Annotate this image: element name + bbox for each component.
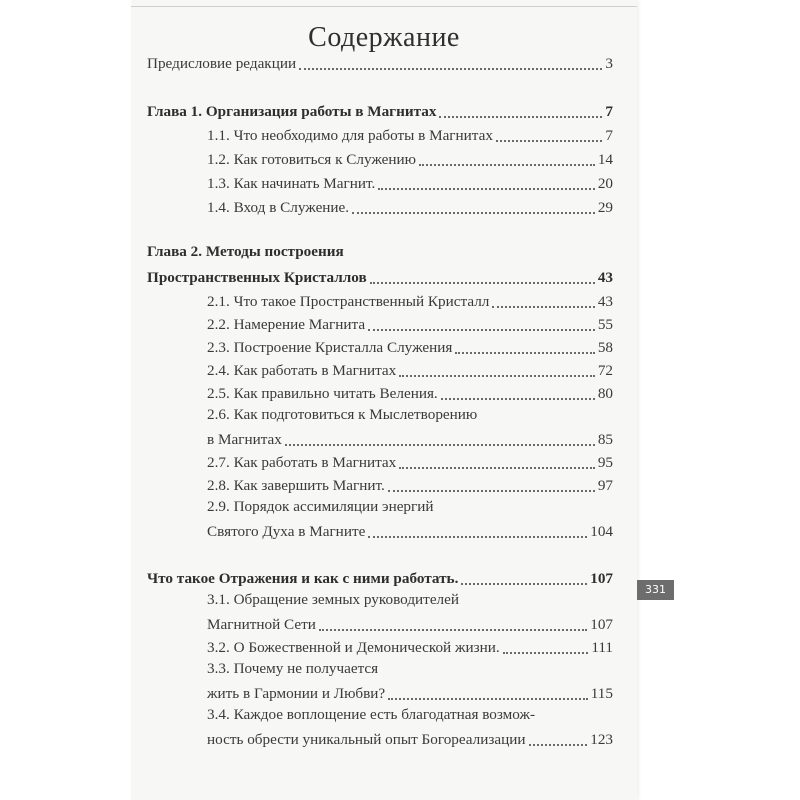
toc-entry-page: 20 (597, 175, 613, 192)
toc-entry (207, 382, 613, 404)
toc-entry-page: 104 (590, 523, 613, 540)
dot-leader (319, 629, 587, 631)
toc-entry-page: 29 (597, 199, 613, 216)
toc-entry (207, 148, 613, 170)
toc-entry-text: 2.3. Построение Кристалла Служения (207, 339, 453, 356)
toc-entry (207, 636, 613, 658)
toc-entry-text: в Магнитах (207, 431, 282, 448)
toc-entry-text: 3.1. Обращение земных руководителей (207, 591, 460, 608)
toc-entry (207, 124, 613, 146)
toc-entry-text: Святого Духа в Магните (207, 523, 366, 540)
toc-entry-text: 3.3. Почему не получается (207, 660, 379, 677)
toc-entry-text: Глава 1. Организация работы в Магнитах (147, 103, 437, 120)
toc-entry-text: 2.5. Как правильно читать Веления. (207, 385, 438, 402)
toc-entry-page: 107 (590, 616, 613, 633)
page-top-rule (131, 6, 637, 7)
toc-entry-line1 (207, 590, 613, 612)
toc-entry (207, 728, 613, 750)
toc-entry-text: 2.4. Как работать в Магнитах (207, 362, 397, 379)
toc-entry (207, 172, 613, 194)
dot-leader (492, 306, 594, 308)
dot-leader (370, 282, 595, 284)
dot-leader (441, 398, 595, 400)
dot-leader (399, 467, 595, 469)
toc-entry-text: Глава 2. Методы построения (147, 243, 344, 260)
toc-entry-text: 2.7. Как работать в Магнитах (207, 454, 397, 471)
dot-leader (352, 212, 595, 214)
book-page (131, 0, 637, 800)
toc-entry (207, 613, 613, 635)
toc-entry-page: 7 (605, 127, 613, 144)
toc-entry-text: Предисловие редакции (147, 55, 297, 72)
toc-entry (207, 474, 613, 496)
toc-entry-preface (147, 52, 613, 74)
dot-leader (388, 698, 588, 700)
toc-entry-page: 55 (597, 316, 613, 333)
toc-entry-text: 2.6. Как подготовиться к Мыслетворению (207, 406, 478, 423)
toc-entry-page: 111 (591, 639, 613, 656)
toc-entry-text: 1.4. Вход в Служение. (207, 199, 350, 216)
dot-leader (455, 352, 594, 354)
toc-entry (207, 336, 613, 358)
toc-entry-line1 (207, 497, 613, 519)
toc-entry (207, 428, 613, 450)
dot-leader (388, 490, 595, 492)
toc-entry-page: 115 (590, 685, 613, 702)
toc-entry-page: 80 (597, 385, 613, 402)
toc-entry (207, 196, 613, 218)
toc-entry-text: Что такое Отражения и как с ними работать. (147, 570, 459, 587)
toc-entry-text: Пространственных Кристаллов (147, 269, 367, 286)
toc-entry-line1 (207, 659, 613, 681)
dot-leader (439, 116, 602, 118)
toc-entry-text: жить в Гармонии и Любви? (207, 685, 386, 702)
toc-entry-line1 (207, 705, 613, 727)
toc-entry-text: 2.8. Как завершить Магнит. (207, 477, 385, 494)
dot-leader (285, 444, 595, 446)
toc-entry-page: 95 (597, 454, 613, 471)
toc-entry-text: 2.9. Порядок ассимиляции энергий (207, 498, 434, 515)
toc-chapter-3 (147, 567, 613, 589)
toc-entry-page: 7 (605, 103, 613, 120)
toc-entry-text: 2.1. Что такое Пространственный Кристалл (207, 293, 490, 310)
toc-entry-text: 1.2. Как готовиться к Служению (207, 151, 416, 168)
toc-chapter-1 (147, 100, 613, 122)
toc-entry (207, 359, 613, 381)
toc-entry-page: 14 (597, 151, 613, 168)
dot-leader (368, 536, 587, 538)
toc-chapter-2-line1 (147, 242, 613, 264)
toc-entry-page: 85 (597, 431, 613, 448)
dot-leader (496, 140, 602, 142)
toc-entry-line1 (207, 405, 613, 427)
toc-entry-page: 123 (590, 731, 613, 748)
dot-leader (299, 68, 602, 70)
toc-entry-page: 43 (597, 293, 613, 310)
toc-entry (207, 520, 613, 542)
toc-entry-text: 1.1. Что необходимо для работы в Магнитах (207, 127, 493, 144)
toc-entry (207, 313, 613, 335)
toc-entry-text: Магнитной Сети (207, 616, 316, 633)
toc-entry-text: 3.4. Каждое воплощение есть благодатная возмож- (207, 706, 536, 723)
dot-leader (378, 188, 595, 190)
toc-chapter-2-line2 (147, 266, 613, 288)
toc-entry-text: 2.2. Намерение Магнита (207, 316, 366, 333)
toc-entry (207, 290, 613, 312)
dot-leader (461, 583, 587, 585)
toc-entry-page: 97 (597, 477, 613, 494)
toc-entry-page: 43 (597, 269, 613, 286)
toc-entry-page: 58 (597, 339, 613, 356)
page-title: Содержание (308, 22, 460, 53)
dot-leader (419, 164, 595, 166)
toc-entry-page: 3 (605, 55, 613, 72)
toc-entry-text: ность обрести уникальный опыт Богореализации (207, 731, 526, 748)
page-number-tab: 331 (637, 580, 674, 600)
dot-leader (399, 375, 595, 377)
toc-entry-page: 107 (590, 570, 613, 587)
toc-entry (207, 451, 613, 473)
toc-entry-page: 72 (597, 362, 613, 379)
dot-leader (529, 744, 588, 746)
toc-entry (207, 682, 613, 704)
dot-leader (368, 329, 595, 331)
toc-entry-text: 1.3. Как начинать Магнит. (207, 175, 376, 192)
toc-entry-text: 3.2. О Божественной и Демонической жизни. (207, 639, 500, 656)
dot-leader (503, 652, 589, 654)
